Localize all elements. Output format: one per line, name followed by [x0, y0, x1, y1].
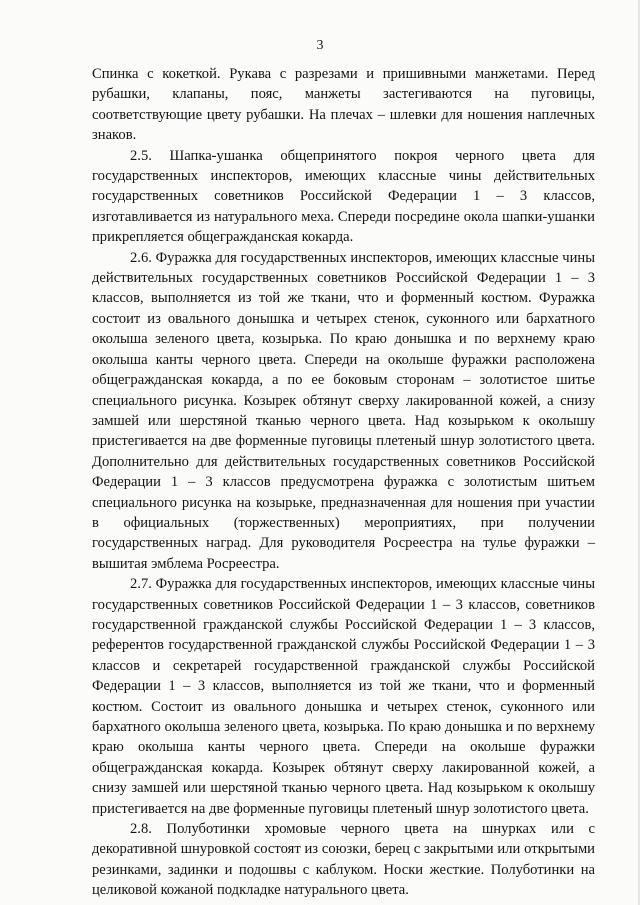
paragraph-2-8-shoes: 2.8. Полуботинки хромовые черного цвета на шнурках или с декоративной шнуровкой состоят из союзки, берец с закрытыми или открытыми резинками, задинки и подошвы с каблуком. Носки жесткие. Полуботинки на целиковой кожаной подкладке натурального цвета. [92, 821, 595, 899]
paragraph-2-6-cap: 2.6. Фуражка для государственных инспекторов, имеющих классные чины действительных государственных советников Российской Федерации 1 – 3 классов, выполняется из той же ткани, что и форменный костюм. Фуражка состоит из овального донышка и четырех стенок, суконного или бархатного околыша зеленого цвета, козырька. По краю донышка и по верхнему краю околыша канты черного цвета. Спереди на околыше фуражки расположена общегражданская кокарда, а по ее боковым сторонам – золотистое шитье специального рисунка. Козырек обтянут сверху лакированной кожей, а снизу замшей или шерстяной тканью черного цвета. Над козырьком к околышу пристегивается на две форменные пуговицы плетеный шнур золотистого цвета. Дополнительно для действительных государственных советников Российской Федерации 1 – 3 классов предусмотрена фуражка с золотистым шитьем специального рисунка на козырьке, предназначенная для ношения при участии в официальных (торжественных) мероприятиях, при получении государственных наград. Для руководителя Росреестра на тулье фуражки – вышитая эмблема Росреестра. [92, 249, 595, 572]
document-body [92, 64, 595, 901]
paragraph-2-7-cap: 2.7. Фуражка для государственных инспекторов, имеющих классные чины государственных советников Российской Федерации 1 – 3 классов, советников государственной гражданской службы Российской Федерации 1 – 3 классов, референтов государственной гражданской службы Российской Федерации 1 – 3 классов и секретарей государственной гражданской службы Российской Федерации 1 – 3 классов, выполняется из той же ткани, что и форменный костюм. Состоит из овального донышка и четырех стенок, суконного или бархатного околыша зеленого цвета, козырька. По краю донышка и по верхнему краю околыша канты черного цвета. Спереди на околыше фуражки общегражданская кокарда. Козырек обтянут сверху лакированной кожей, а снизу замшей или шерстяной тканью черного цвета. Над козырьком к околышу пристегивается на две форменные пуговицы плетеный шнур золотистого цвета. [92, 576, 595, 817]
paragraph-2-5-winter-hat: 2.5. Шапка-ушанка общепринятого покроя черного цвета для государственных инспекторов, имеющих классные чины действительных государственных советников Российской Федерации 1 – 3 классов, изготавливается из натурального меха. Спереди посредине околa шапки-ушанки прикрепляется общегражданская кокарда. [92, 147, 595, 246]
page-number: 3 [316, 38, 324, 53]
paragraph-shirt-continuation: Спинка с кокеткой. Рукава с разрезами и пришивными манжетами. Перед рубашки, клапаны, пояс, манжеты застегиваются на пуговицы, соответствующие цвету рубашки. На плечах – шлевки для ношения наплечных знаков. [92, 66, 595, 144]
